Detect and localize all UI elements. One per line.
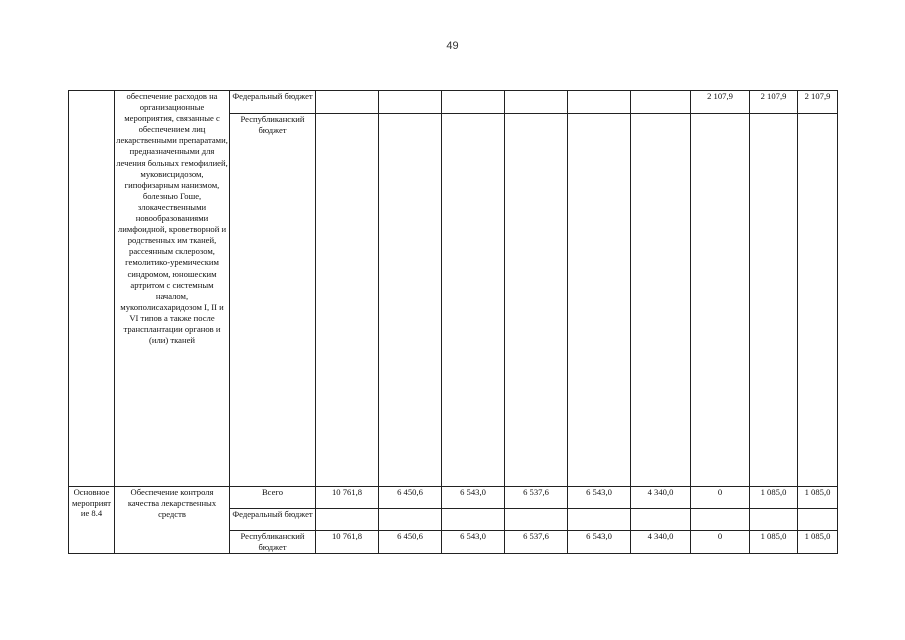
value-cell	[379, 509, 442, 531]
value-cell	[631, 114, 691, 487]
value-cell	[442, 509, 505, 531]
value-cell: 10 761,8	[316, 531, 379, 554]
value-cell	[750, 114, 798, 487]
funding-source: Республиканский бюджет	[230, 114, 316, 487]
value-cell	[568, 114, 631, 487]
funding-source: Всего	[230, 487, 316, 509]
value-cell: 6 543,0	[442, 531, 505, 554]
value-cell	[505, 114, 568, 487]
value-cell: 6 450,6	[379, 531, 442, 554]
value-cell: 6 543,0	[442, 487, 505, 509]
value-cell	[505, 509, 568, 531]
funding-source: Республиканский бюджет	[230, 531, 316, 554]
funding-source: Федеральный бюджет	[230, 509, 316, 531]
value-cell: 6 537,6	[505, 531, 568, 554]
value-cell: 10 761,8	[316, 487, 379, 509]
activity-code-cell	[69, 91, 115, 487]
page-number: 49	[446, 40, 459, 52]
value-cell: 0	[691, 487, 750, 509]
value-cell	[691, 509, 750, 531]
value-cell	[505, 91, 568, 114]
value-cell: 2 107,9	[750, 91, 798, 114]
value-cell: 6 450,6	[379, 487, 442, 509]
value-cell: 6 543,0	[568, 487, 631, 509]
value-cell: 1 085,0	[798, 487, 838, 509]
value-cell: 2 107,9	[691, 91, 750, 114]
value-cell	[442, 91, 505, 114]
value-cell	[798, 509, 838, 531]
value-cell: 6 543,0	[568, 531, 631, 554]
value-cell	[442, 114, 505, 487]
value-cell	[798, 114, 838, 487]
value-cell: 1 085,0	[798, 531, 838, 554]
value-cell: 1 085,0	[750, 531, 798, 554]
activity-description: обеспечение расходов на организационные мероприятия, связанные с обеспечением лиц лекарственными препаратами, предназначенными для лечения больных гемофилией, муковисцидозом, гипофизарным нанизмом, болезнью Гоше, злокачественными новообразованиями лимфоидной, кроветворной и родственных им тканей, рассеянным склерозом, гемолитико-уремическим синдромом, юношеским артритом с системным началом, мукополисахаридозом I, II и VI типов а также после трансплантации органов и (или) тканей	[115, 91, 230, 487]
value-cell: 1 085,0	[750, 487, 798, 509]
activity-description: Обеспечение контроля качества лекарственных средств	[115, 487, 230, 554]
value-cell	[379, 91, 442, 114]
value-cell	[568, 509, 631, 531]
table-row	[69, 487, 838, 509]
value-cell: 4 340,0	[631, 487, 691, 509]
value-cell	[316, 114, 379, 487]
value-cell: 2 107,9	[798, 91, 838, 114]
value-cell	[379, 114, 442, 487]
table-row	[69, 91, 838, 114]
value-cell	[631, 509, 691, 531]
value-cell: 4 340,0	[631, 531, 691, 554]
value-cell: 0	[691, 531, 750, 554]
value-cell	[631, 91, 691, 114]
value-cell	[316, 91, 379, 114]
value-cell	[316, 509, 379, 531]
value-cell	[568, 91, 631, 114]
value-cell	[750, 509, 798, 531]
funding-source: Федеральный бюджет	[230, 91, 316, 114]
value-cell	[691, 114, 750, 487]
activity-code-cell: Основное мероприятие 8.4	[69, 487, 115, 554]
budget-table	[68, 90, 838, 554]
value-cell: 6 537,6	[505, 487, 568, 509]
